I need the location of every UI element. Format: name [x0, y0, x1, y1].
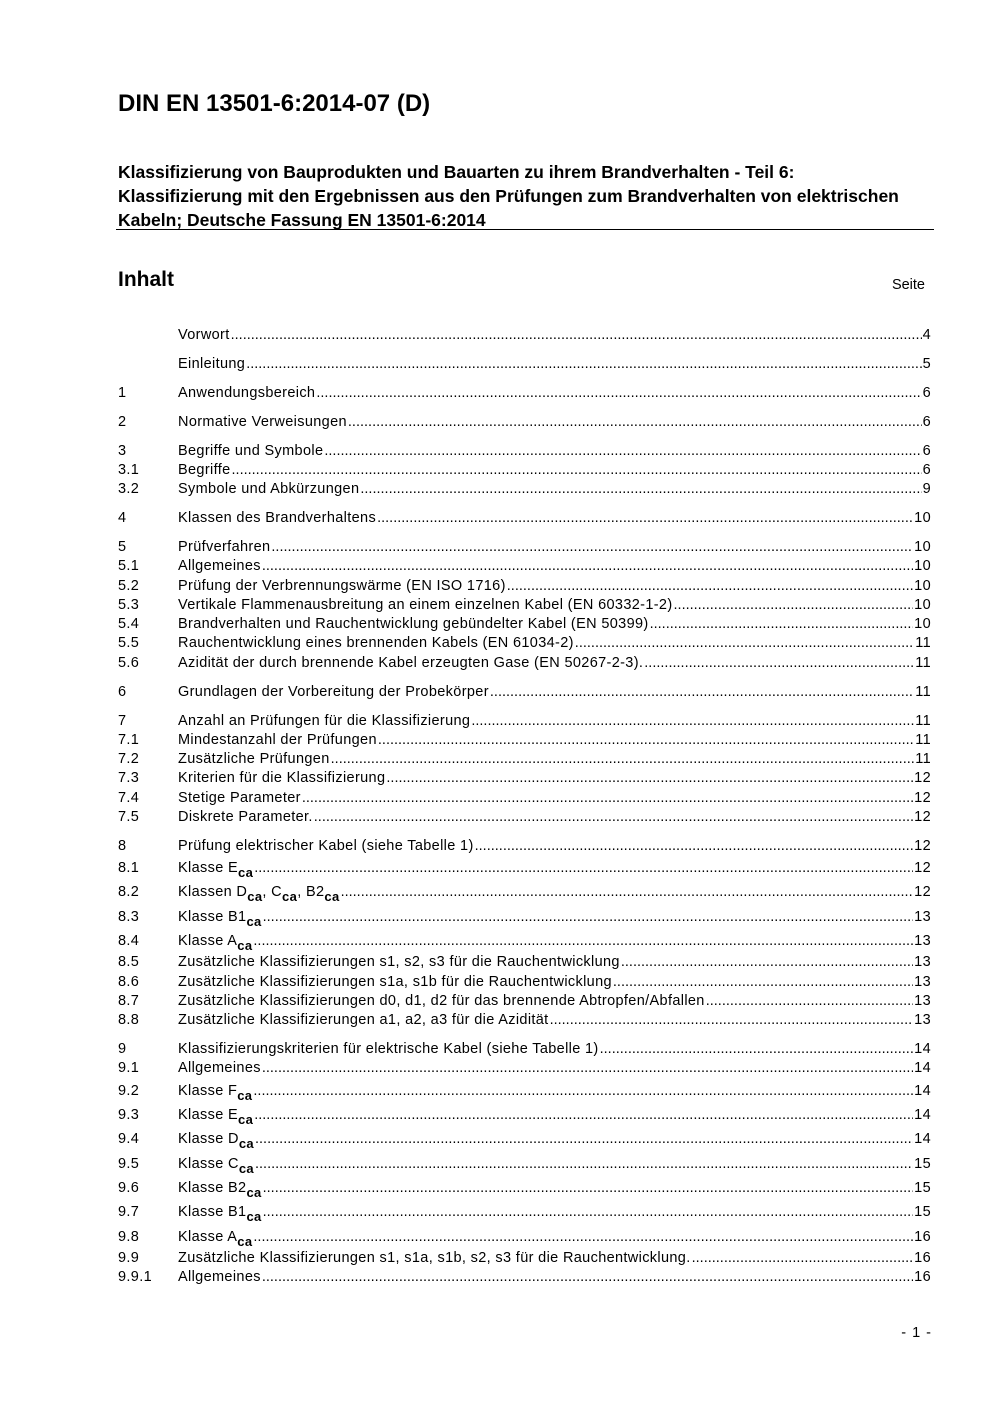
toc-title-text: Klasse F	[178, 1082, 238, 1099]
toc-title	[178, 1200, 262, 1224]
toc-leader	[271, 538, 913, 557]
toc-title: Anzahl an Prüfungen für die Klassifizierung	[178, 712, 471, 729]
toc-title: Vertikale Flammenausbreitung an einem einzelnen Kabel (EN 60332-1-2)	[178, 596, 673, 613]
toc-title: Klassifizierungskriterien für elektrische Kabel (siehe Tabelle 1)	[178, 1041, 599, 1058]
toc-page: 10	[914, 596, 931, 613]
toc-title-text: , B2	[297, 884, 325, 901]
toc-entry[interactable]	[118, 1268, 931, 1287]
toc-leader	[255, 1152, 913, 1176]
toc-entry[interactable]	[118, 615, 931, 634]
toc-entry[interactable]	[118, 1225, 931, 1249]
toc-title: Begriffe und Symbole	[178, 442, 324, 459]
toc-page: 14	[914, 1131, 931, 1148]
toc-number: 9.7	[118, 1204, 140, 1221]
toc-leader	[231, 326, 922, 345]
toc-title: Anwendungsbereich	[178, 384, 316, 401]
toc-title-text: Klasse E	[178, 860, 239, 877]
toc-page: 12	[914, 884, 931, 901]
toc-entry[interactable]	[118, 712, 931, 731]
toc-entry[interactable]	[118, 880, 931, 904]
toc-entry[interactable]	[118, 442, 931, 461]
toc-page: 6	[922, 442, 931, 459]
toc-subscript: ca	[282, 889, 298, 905]
toc-subscript: ca	[238, 1136, 254, 1152]
document-title: DIN EN 13501-6:2014-07 (D)	[118, 90, 431, 117]
toc-page: 15	[914, 1179, 931, 1196]
toc-leader	[255, 1127, 913, 1151]
toc-leader	[253, 929, 913, 953]
toc-leader	[316, 384, 921, 403]
toc-title	[178, 1176, 262, 1200]
toc-page: 6	[922, 413, 931, 430]
toc-leader	[550, 1011, 914, 1030]
toc-number: 3.2	[118, 481, 140, 498]
toc-page: 13	[914, 954, 931, 971]
toc-number: 8	[118, 837, 127, 854]
toc-title: Zusätzliche Klassifizierungen a1, a2, a3 für die Azidität	[178, 1012, 549, 1029]
toc-title-text: Klasse E	[178, 1107, 239, 1124]
toc-title	[178, 856, 253, 880]
toc-number: 7.3	[118, 770, 140, 787]
toc-title-text: Klasse B1	[178, 908, 247, 925]
toc-page: 13	[914, 973, 931, 990]
toc-leader	[331, 750, 915, 769]
toc-title: Zusätzliche Klassifizierungen s1, s2, s3 für die Rauchentwicklung	[178, 954, 620, 971]
toc-title: Allgemeines	[178, 1269, 261, 1286]
toc-entry[interactable]	[118, 1079, 931, 1103]
toc-subscript: ca	[246, 913, 262, 929]
toc-title: Begriffe	[178, 461, 231, 478]
toc-leader	[253, 1225, 913, 1249]
toc-leader	[324, 442, 921, 461]
toc-page: 13	[914, 933, 931, 950]
toc-title: Zusätzliche Prüfungen	[178, 751, 330, 768]
toc-entry[interactable]	[118, 480, 931, 499]
toc-title: Vorwort	[178, 327, 230, 343]
toc-number: 5	[118, 538, 127, 555]
table-of-contents	[118, 326, 931, 1287]
toc-leader	[302, 789, 913, 808]
toc-page: 13	[914, 992, 931, 1009]
toc-title-text: , C	[262, 884, 283, 901]
toc-leader	[254, 856, 913, 880]
toc-leader	[253, 1079, 913, 1103]
toc-number: 8.2	[118, 884, 140, 901]
toc-number: 7	[118, 712, 127, 729]
toc-subscript: ca	[247, 889, 263, 905]
document-subtitle: Klassifizierung von Bauprodukten und Bauarten zu ihrem Brandverhalten - Teil 6: Klassifizierung mit den Ergebnissen aus den Prüfungen zum Brandverhalten von elektrischen Kabeln; Deutsche Fassung EN 13501-6:2014	[118, 162, 899, 230]
toc-number: 7.5	[118, 808, 140, 825]
toc-page: 5	[922, 355, 931, 372]
toc-number: 9.1	[118, 1060, 140, 1077]
toc-title: Allgemeines	[178, 1060, 261, 1077]
toc-leader	[263, 1200, 914, 1224]
toc-title	[178, 880, 340, 904]
toc-entry[interactable]	[118, 1176, 931, 1200]
toc-number: 9.6	[118, 1179, 140, 1196]
toc-page: 10	[914, 510, 931, 527]
toc-number: 9.3	[118, 1107, 140, 1124]
toc-title-text: Klasse A	[178, 1228, 238, 1245]
toc-page: 16	[914, 1249, 931, 1266]
toc-leader	[360, 480, 921, 499]
toc-page: 12	[914, 789, 931, 806]
title-divider	[116, 229, 934, 230]
toc-entry[interactable]	[118, 509, 931, 528]
toc-page: 11	[915, 731, 931, 748]
toc-leader	[263, 1176, 914, 1200]
toc-title: Brandverhalten und Rauchentwicklung gebündelter Kabel (EN 50399)	[178, 616, 649, 633]
toc-page: 12	[914, 860, 931, 877]
toc-number: 4	[118, 510, 127, 527]
toc-entry[interactable]	[118, 1127, 931, 1151]
toc-title: Zusätzliche Klassifizierungen s1, s1a, s1b, s2, s3 für die Rauchentwicklung.	[178, 1249, 691, 1266]
toc-leader	[262, 1268, 913, 1287]
toc-page: 13	[914, 908, 931, 925]
toc-page: 12	[914, 808, 931, 825]
toc-leader	[507, 577, 913, 596]
toc-entry[interactable]	[118, 1011, 931, 1030]
toc-title: Rauchentwicklung eines brennenden Kabels (EN 61034-2)	[178, 635, 574, 652]
toc-number: 3.1	[118, 461, 140, 478]
toc-number: 9.4	[118, 1131, 140, 1148]
toc-entry[interactable]	[118, 953, 931, 972]
toc-page: 14	[914, 1041, 931, 1058]
toc-page: 11	[915, 654, 931, 671]
toc-title	[178, 1127, 254, 1151]
toc-leader	[613, 973, 913, 992]
toc-page: 11	[915, 683, 931, 700]
toc-page: 14	[914, 1082, 931, 1099]
toc-number: 7.1	[118, 731, 140, 748]
toc-leader	[262, 557, 913, 576]
toc-subscript: ca	[237, 1087, 253, 1103]
toc-title	[178, 905, 262, 929]
toc-title: Prüfung elektrischer Kabel (siehe Tabelle 1)	[178, 837, 474, 854]
toc-page: 10	[914, 577, 931, 594]
toc-number: 3	[118, 442, 127, 459]
toc-title: Prüfverfahren	[178, 538, 271, 555]
toc-entry[interactable]	[118, 1040, 931, 1059]
toc-title: Stetige Parameter	[178, 789, 301, 806]
toc-entry[interactable]	[118, 808, 931, 827]
toc-entry[interactable]	[118, 538, 931, 557]
toc-page: 14	[914, 1107, 931, 1124]
toc-title: Zusätzliche Klassifizierungen s1a, s1b für die Rauchentwicklung	[178, 973, 612, 990]
toc-entry[interactable]	[118, 1103, 931, 1127]
toc-leader	[232, 461, 922, 480]
toc-leader	[246, 355, 921, 374]
toc-leader	[692, 1249, 914, 1268]
toc-entry[interactable]	[118, 992, 931, 1011]
toc-entry[interactable]	[118, 634, 931, 653]
toc-leader	[314, 808, 913, 827]
toc-number: 8.1	[118, 860, 140, 877]
toc-entry[interactable]	[118, 837, 931, 856]
toc-entry[interactable]	[118, 1152, 931, 1176]
toc-page: 11	[915, 635, 931, 652]
toc-page: 9	[922, 481, 931, 498]
toc-leader	[674, 596, 914, 615]
toc-number: 8.7	[118, 992, 140, 1009]
toc-heading: Inhalt	[118, 268, 174, 291]
toc-page: 4	[922, 327, 931, 343]
toc-entry[interactable]	[118, 731, 931, 750]
toc-number: 9.5	[118, 1155, 140, 1172]
toc-entry[interactable]	[118, 326, 931, 345]
toc-page: 13	[914, 1012, 931, 1029]
toc-number: 8.5	[118, 954, 140, 971]
toc-number: 1	[118, 384, 127, 401]
toc-title-text: Klasse B2	[178, 1179, 247, 1196]
toc-entry[interactable]	[118, 929, 931, 953]
toc-leader	[575, 634, 914, 653]
toc-entry[interactable]	[118, 683, 931, 702]
toc-page: 6	[922, 461, 931, 478]
toc-number: 9.2	[118, 1082, 140, 1099]
toc-entry[interactable]	[118, 905, 931, 929]
toc-page: 15	[914, 1204, 931, 1221]
toc-page: 12	[914, 837, 931, 854]
toc-page: 6	[922, 384, 931, 401]
toc-number: 5.4	[118, 616, 140, 633]
toc-leader	[706, 992, 913, 1011]
toc-page: 11	[915, 712, 931, 729]
toc-title	[178, 1079, 252, 1103]
toc-title	[178, 1225, 252, 1249]
toc-number: 8.4	[118, 933, 140, 950]
toc-title	[178, 929, 252, 953]
toc-title	[178, 1103, 253, 1127]
toc-number: 2	[118, 413, 127, 430]
toc-page: 15	[914, 1155, 931, 1172]
toc-page: 11	[915, 751, 931, 768]
toc-subscript: ca	[246, 1184, 262, 1200]
toc-number: 5.3	[118, 596, 140, 613]
toc-number: 9.9	[118, 1249, 140, 1266]
toc-entry[interactable]	[118, 789, 931, 808]
toc-entry[interactable]	[118, 384, 931, 403]
toc-page: 10	[914, 558, 931, 575]
toc-title: Klassen des Brandverhaltens	[178, 510, 377, 527]
toc-leader	[262, 1059, 913, 1078]
toc-subscript: ca	[238, 1160, 254, 1176]
toc-subscript: ca	[237, 1233, 253, 1249]
toc-page: 12	[914, 770, 931, 787]
toc-entry[interactable]	[118, 596, 931, 615]
toc-page: 10	[914, 538, 931, 555]
toc-number: 8.8	[118, 1012, 140, 1029]
toc-entry[interactable]	[118, 461, 931, 480]
toc-subscript: ca	[237, 938, 253, 954]
toc-entry[interactable]	[118, 654, 931, 673]
toc-entry[interactable]	[118, 557, 931, 576]
toc-number: 7.4	[118, 789, 140, 806]
toc-number: 5.1	[118, 558, 140, 575]
toc-title: Normative Verweisungen	[178, 413, 347, 430]
toc-title: Allgemeines	[178, 558, 261, 575]
toc-number: 5.2	[118, 577, 140, 594]
toc-page: 14	[914, 1060, 931, 1077]
toc-leader	[378, 731, 914, 750]
toc-title-text: Klasse C	[178, 1155, 239, 1172]
toc-number: 9.8	[118, 1228, 140, 1245]
toc-title	[178, 1152, 254, 1176]
toc-leader	[644, 654, 914, 673]
toc-number: 9	[118, 1041, 127, 1058]
toc-entry[interactable]	[118, 973, 931, 992]
toc-page: 16	[914, 1269, 931, 1286]
toc-title: Prüfung der Verbrennungswärme (EN ISO 1716)	[178, 577, 506, 594]
toc-page: 10	[914, 616, 931, 633]
toc-leader	[650, 615, 914, 634]
toc-subscript: ca	[238, 865, 254, 881]
toc-title-text: Klasse B1	[178, 1204, 247, 1221]
toc-leader	[377, 509, 913, 528]
toc-number: 6	[118, 683, 127, 700]
page-column-label: Seite	[891, 277, 925, 293]
toc-entry[interactable]	[118, 577, 931, 596]
toc-number: 8.6	[118, 973, 140, 990]
toc-title: Azidität der durch brennende Kabel erzeugten Gase (EN 50267-2-3).	[178, 654, 644, 671]
toc-entry[interactable]	[118, 1249, 931, 1268]
toc-leader	[490, 683, 914, 702]
toc-leader	[348, 413, 922, 432]
toc-title: Diskrete Parameter.	[178, 808, 313, 825]
toc-number: 5.6	[118, 654, 140, 671]
page-number: - 1 -	[901, 1325, 932, 1341]
toc-number: 9.9.1	[118, 1269, 152, 1286]
toc-title: Symbole und Abkürzungen	[178, 481, 360, 498]
toc-title: Grundlagen der Vorbereitung der Probekörper	[178, 683, 489, 700]
toc-subscript: ca	[238, 1112, 254, 1128]
toc-title: Kriterien für die Klassifizierung	[178, 770, 386, 787]
toc-subscript: ca	[246, 1209, 262, 1225]
toc-leader	[471, 712, 914, 731]
toc-number: 7.2	[118, 751, 140, 768]
toc-leader	[254, 1103, 913, 1127]
toc-entry[interactable]	[118, 769, 931, 788]
toc-entry[interactable]	[118, 856, 931, 880]
toc-subscript: ca	[324, 889, 340, 905]
toc-title-text: Klasse A	[178, 933, 238, 950]
toc-leader	[621, 953, 913, 972]
toc-leader	[600, 1040, 914, 1059]
toc-leader	[475, 837, 914, 856]
toc-leader	[386, 769, 913, 788]
toc-entry[interactable]	[118, 1059, 931, 1078]
toc-title: Einleitung	[178, 355, 246, 372]
toc-title-text: Klasse D	[178, 1131, 239, 1148]
toc-page: 16	[914, 1228, 931, 1245]
toc-number: 5.5	[118, 635, 140, 652]
toc-title: Mindestanzahl der Prüfungen	[178, 731, 377, 748]
toc-title: Zusätzliche Klassifizierungen d0, d1, d2 für das brennende Abtropfen/Abfallen	[178, 992, 705, 1009]
toc-leader	[263, 905, 914, 929]
toc-number: 8.3	[118, 908, 140, 925]
toc-entry[interactable]	[118, 1200, 931, 1224]
toc-leader	[341, 880, 914, 904]
toc-entry[interactable]	[118, 355, 931, 374]
toc-entry[interactable]	[118, 413, 931, 432]
toc-title-text: Klassen D	[178, 884, 248, 901]
toc-entry[interactable]	[118, 750, 931, 769]
